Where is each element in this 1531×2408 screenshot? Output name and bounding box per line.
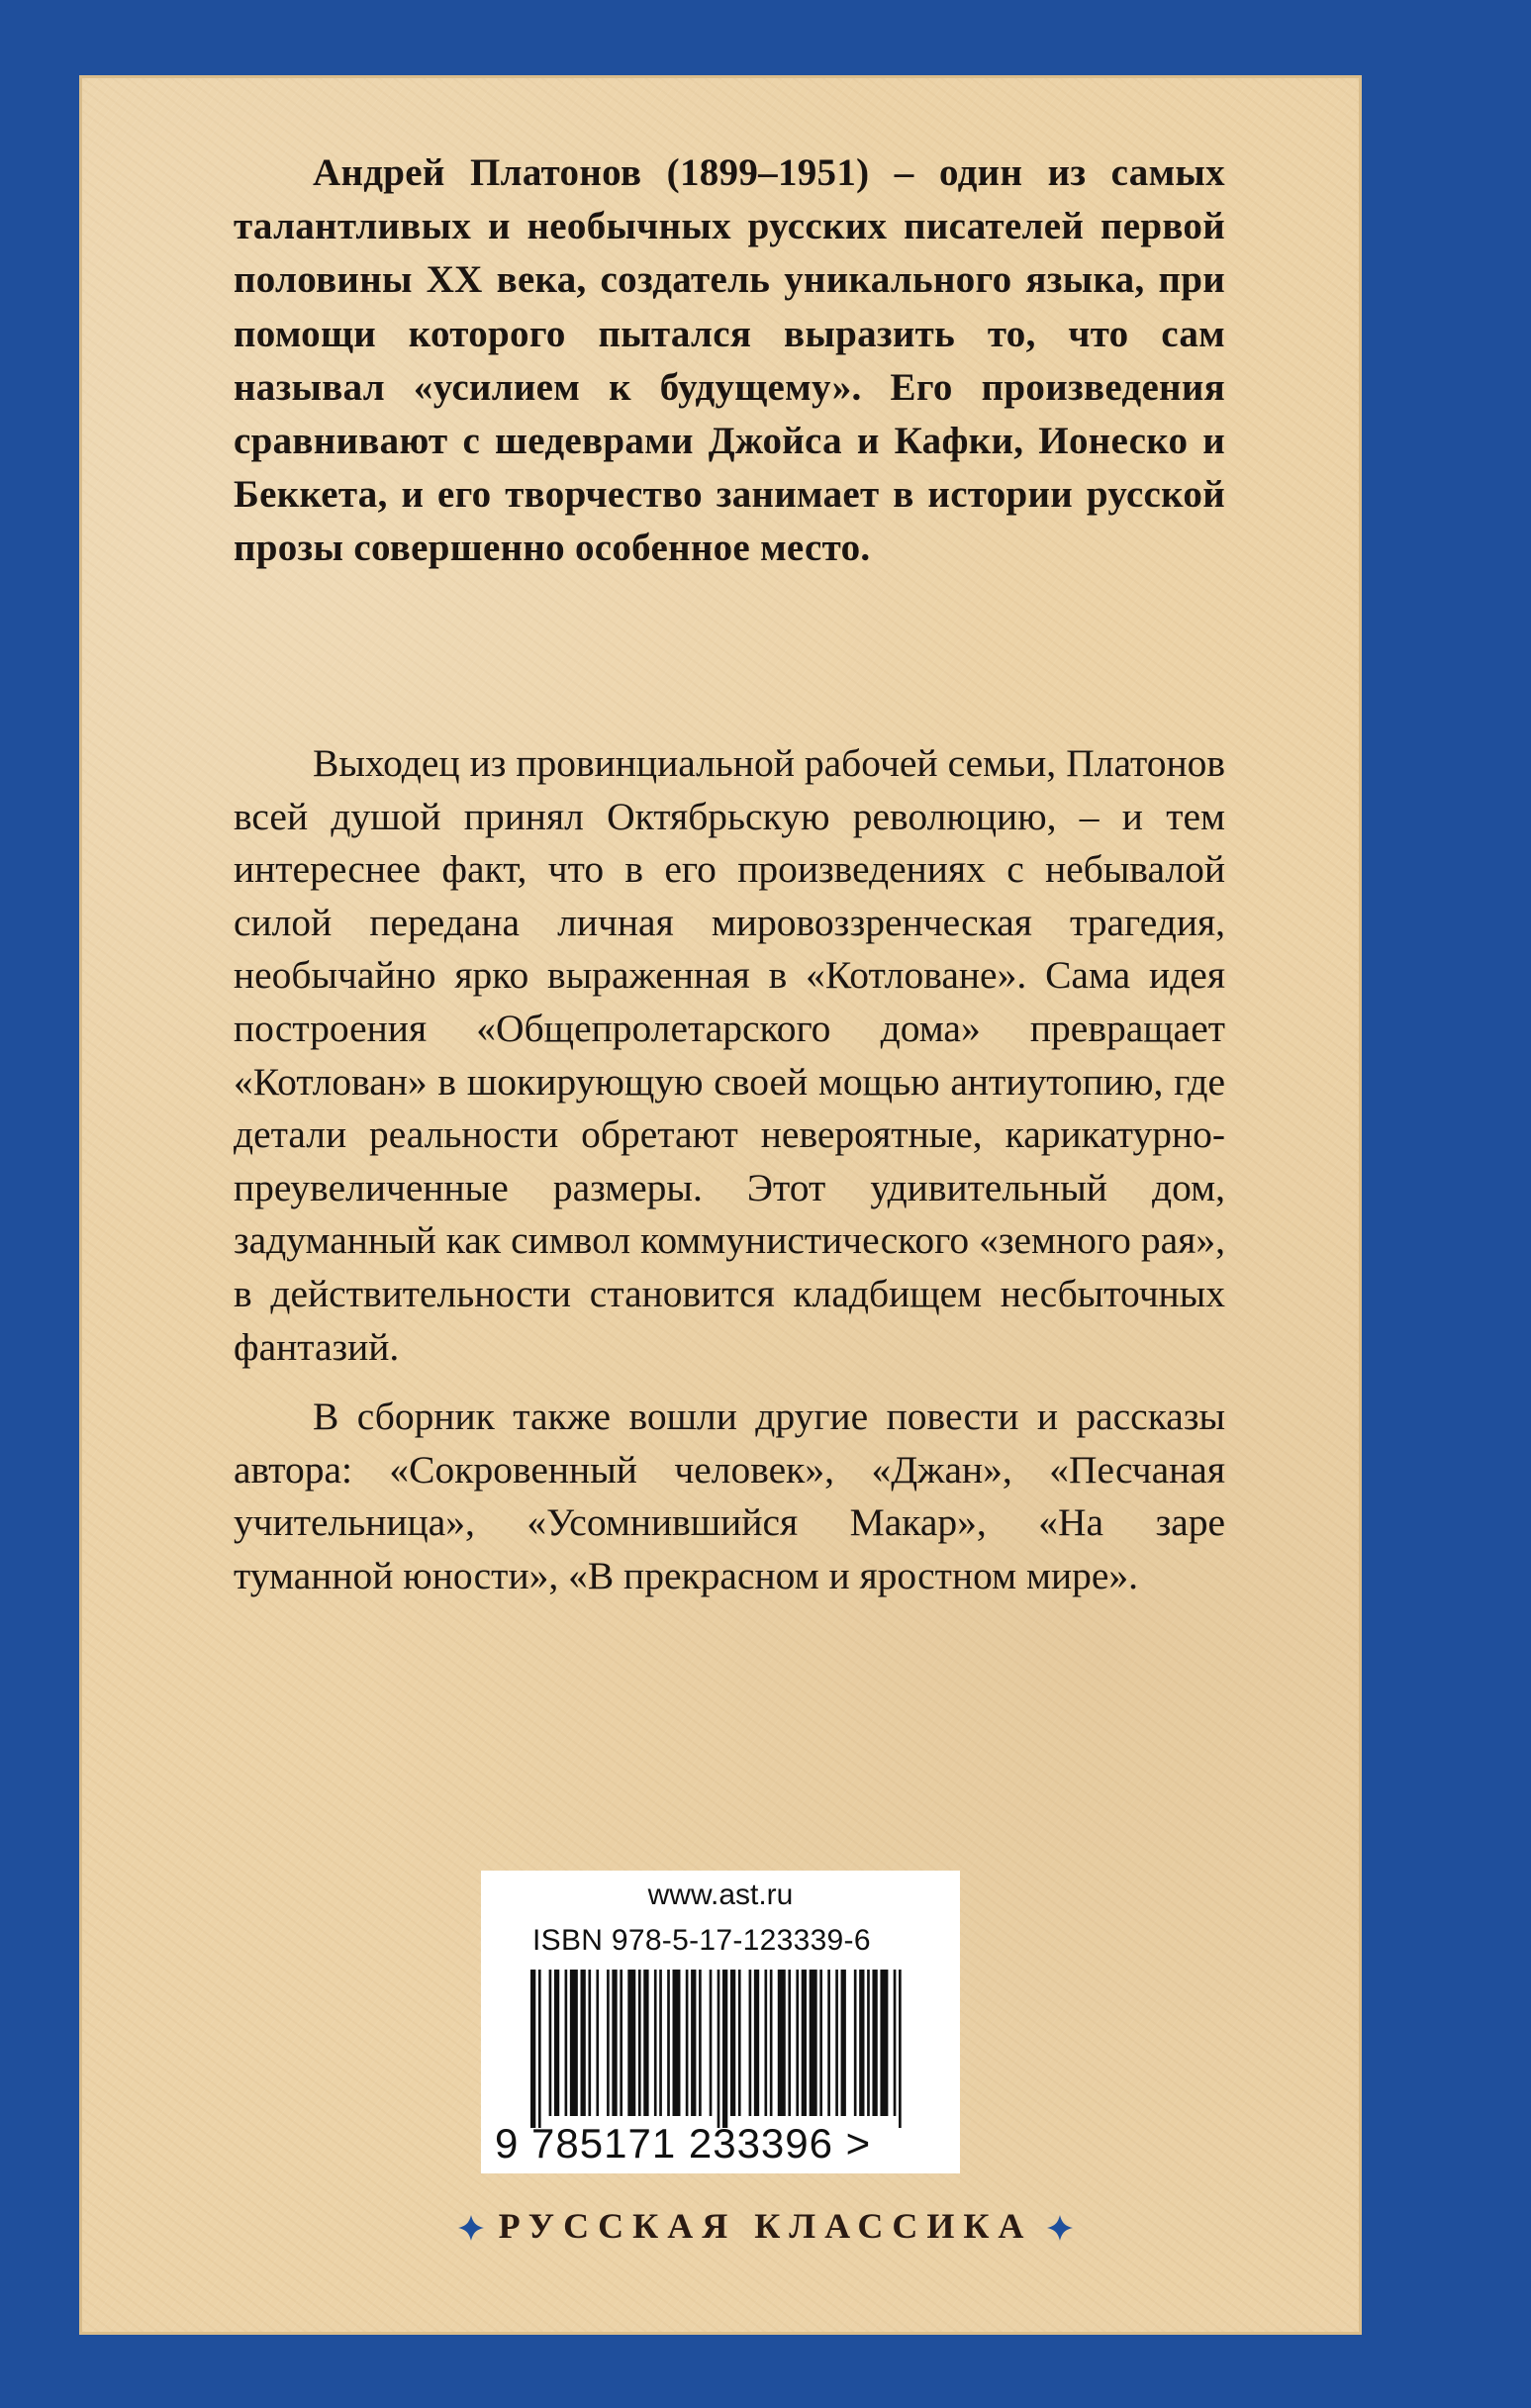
paragraph-bold: Андрей Платонов (1899–1951) – один из самых талантливых и необычных русских писателей первой половины ХХ века, создатель уникального языка, при помощи которого пытался выразить то, что сам называл «усилием к будущему». Его произведения сравнивают с шедеврами Джойса и Кафки, Ионеско и Беккета, и его творчество занимает в истории русской прозы совершенно особенное место. — [234, 151, 1225, 570]
barcode-bar — [841, 1970, 846, 2116]
barcode-bar — [538, 1970, 541, 2128]
barcode-bar — [765, 1970, 768, 2116]
barcode-bar — [754, 1970, 759, 2116]
paragraph-2: Выходец из провинциальной рабочей семьи, Платонов всей душой принял Октябрьскую революцию, – и тем интереснее факт, что в его произведениях с небывалой силой передана личная мировоззренческая трагедия, необычайно ярко выраженная в «Котловане». Сама идея построения «Общепролетарского дома» превращает «Котлован» в шокирующую своей мощью антиутопию, где детали реальности обретают невероятные, карикатурно-преувеличенные размеры. Этот удивительный дом, задуманный как символ коммунистического «земного рая», в действительности становится кладбищем несбыточных фантазий. — [234, 741, 1225, 1369]
barcode-bar — [872, 1970, 877, 2116]
barcode-bar — [554, 1970, 559, 2116]
barcode-bar — [638, 1970, 641, 2116]
barcode-bar — [827, 1970, 830, 2116]
paragraph-3: В сборник также вошли другие повести и рассказы автора: «Сокровенный человек», «Джан», «Песчаная учительница», «Усомнившийся Макар», «На заре туманной юности», «В прекрасном и яростном мире». — [234, 1395, 1225, 1597]
barcode-digits: 9 785171 233396 > — [495, 2120, 872, 2167]
barcode-bar — [659, 1970, 662, 2116]
barcode-bar — [686, 1970, 689, 2116]
barcode-bar — [673, 1970, 681, 2116]
intro-bold-text — [234, 146, 1225, 592]
barcode-bar — [854, 1970, 857, 2116]
barcode-bar — [749, 1970, 752, 2116]
barcode-bar — [667, 1970, 670, 2116]
series-title — [0, 2205, 1531, 2251]
barcode-bar — [722, 1970, 727, 2128]
barcode-bar — [612, 1970, 617, 2116]
barcode-bar — [549, 1970, 552, 2116]
barcode-bar — [802, 1970, 807, 2116]
barcode-bar — [859, 1970, 864, 2116]
barcode-bar — [580, 1970, 585, 2116]
barcode-bar — [770, 1970, 773, 2116]
barcode-bar — [867, 1970, 870, 2116]
barcode-bar — [530, 1970, 535, 2128]
barcode-bar — [778, 1970, 786, 2116]
barcode-bar — [588, 1970, 591, 2116]
barcode-bar — [899, 1970, 902, 2128]
fleuron-icon — [1046, 2209, 1074, 2251]
barcode-bar — [796, 1970, 799, 2116]
isbn-number: ISBN 978-5-17-123339-6 — [532, 1924, 871, 1957]
barcode — [530, 1970, 907, 2128]
barcode-bar — [620, 1970, 622, 2116]
isbn-box — [481, 1871, 960, 2173]
fleuron-icon — [457, 2209, 485, 2251]
barcode-bar — [738, 1970, 741, 2116]
barcode-bar — [730, 1970, 735, 2116]
barcode-bar — [788, 1970, 791, 2116]
barcode-bar — [894, 1970, 897, 2116]
series-label: РУССКАЯ КЛАССИКА — [498, 2206, 1033, 2246]
barcode-bar — [654, 1970, 657, 2116]
barcode-bar — [565, 1970, 568, 2116]
barcode-bar — [691, 1970, 696, 2116]
publisher-url: www.ast.ru — [647, 1878, 794, 1911]
barcode-bar — [710, 1970, 713, 2116]
barcode-bar — [596, 1970, 599, 2116]
barcode-bar — [718, 1970, 720, 2128]
barcode-bar — [880, 1970, 888, 2116]
barcode-bar — [570, 1970, 578, 2116]
barcode-bar — [607, 1970, 610, 2116]
barcode-bar — [627, 1970, 635, 2116]
barcode-bar — [810, 1970, 817, 2116]
barcode-bar — [643, 1970, 648, 2116]
description-text — [234, 737, 1225, 1620]
barcode-bar — [835, 1970, 838, 2116]
barcode-bar — [819, 1970, 822, 2116]
barcode-bar — [699, 1970, 702, 2116]
